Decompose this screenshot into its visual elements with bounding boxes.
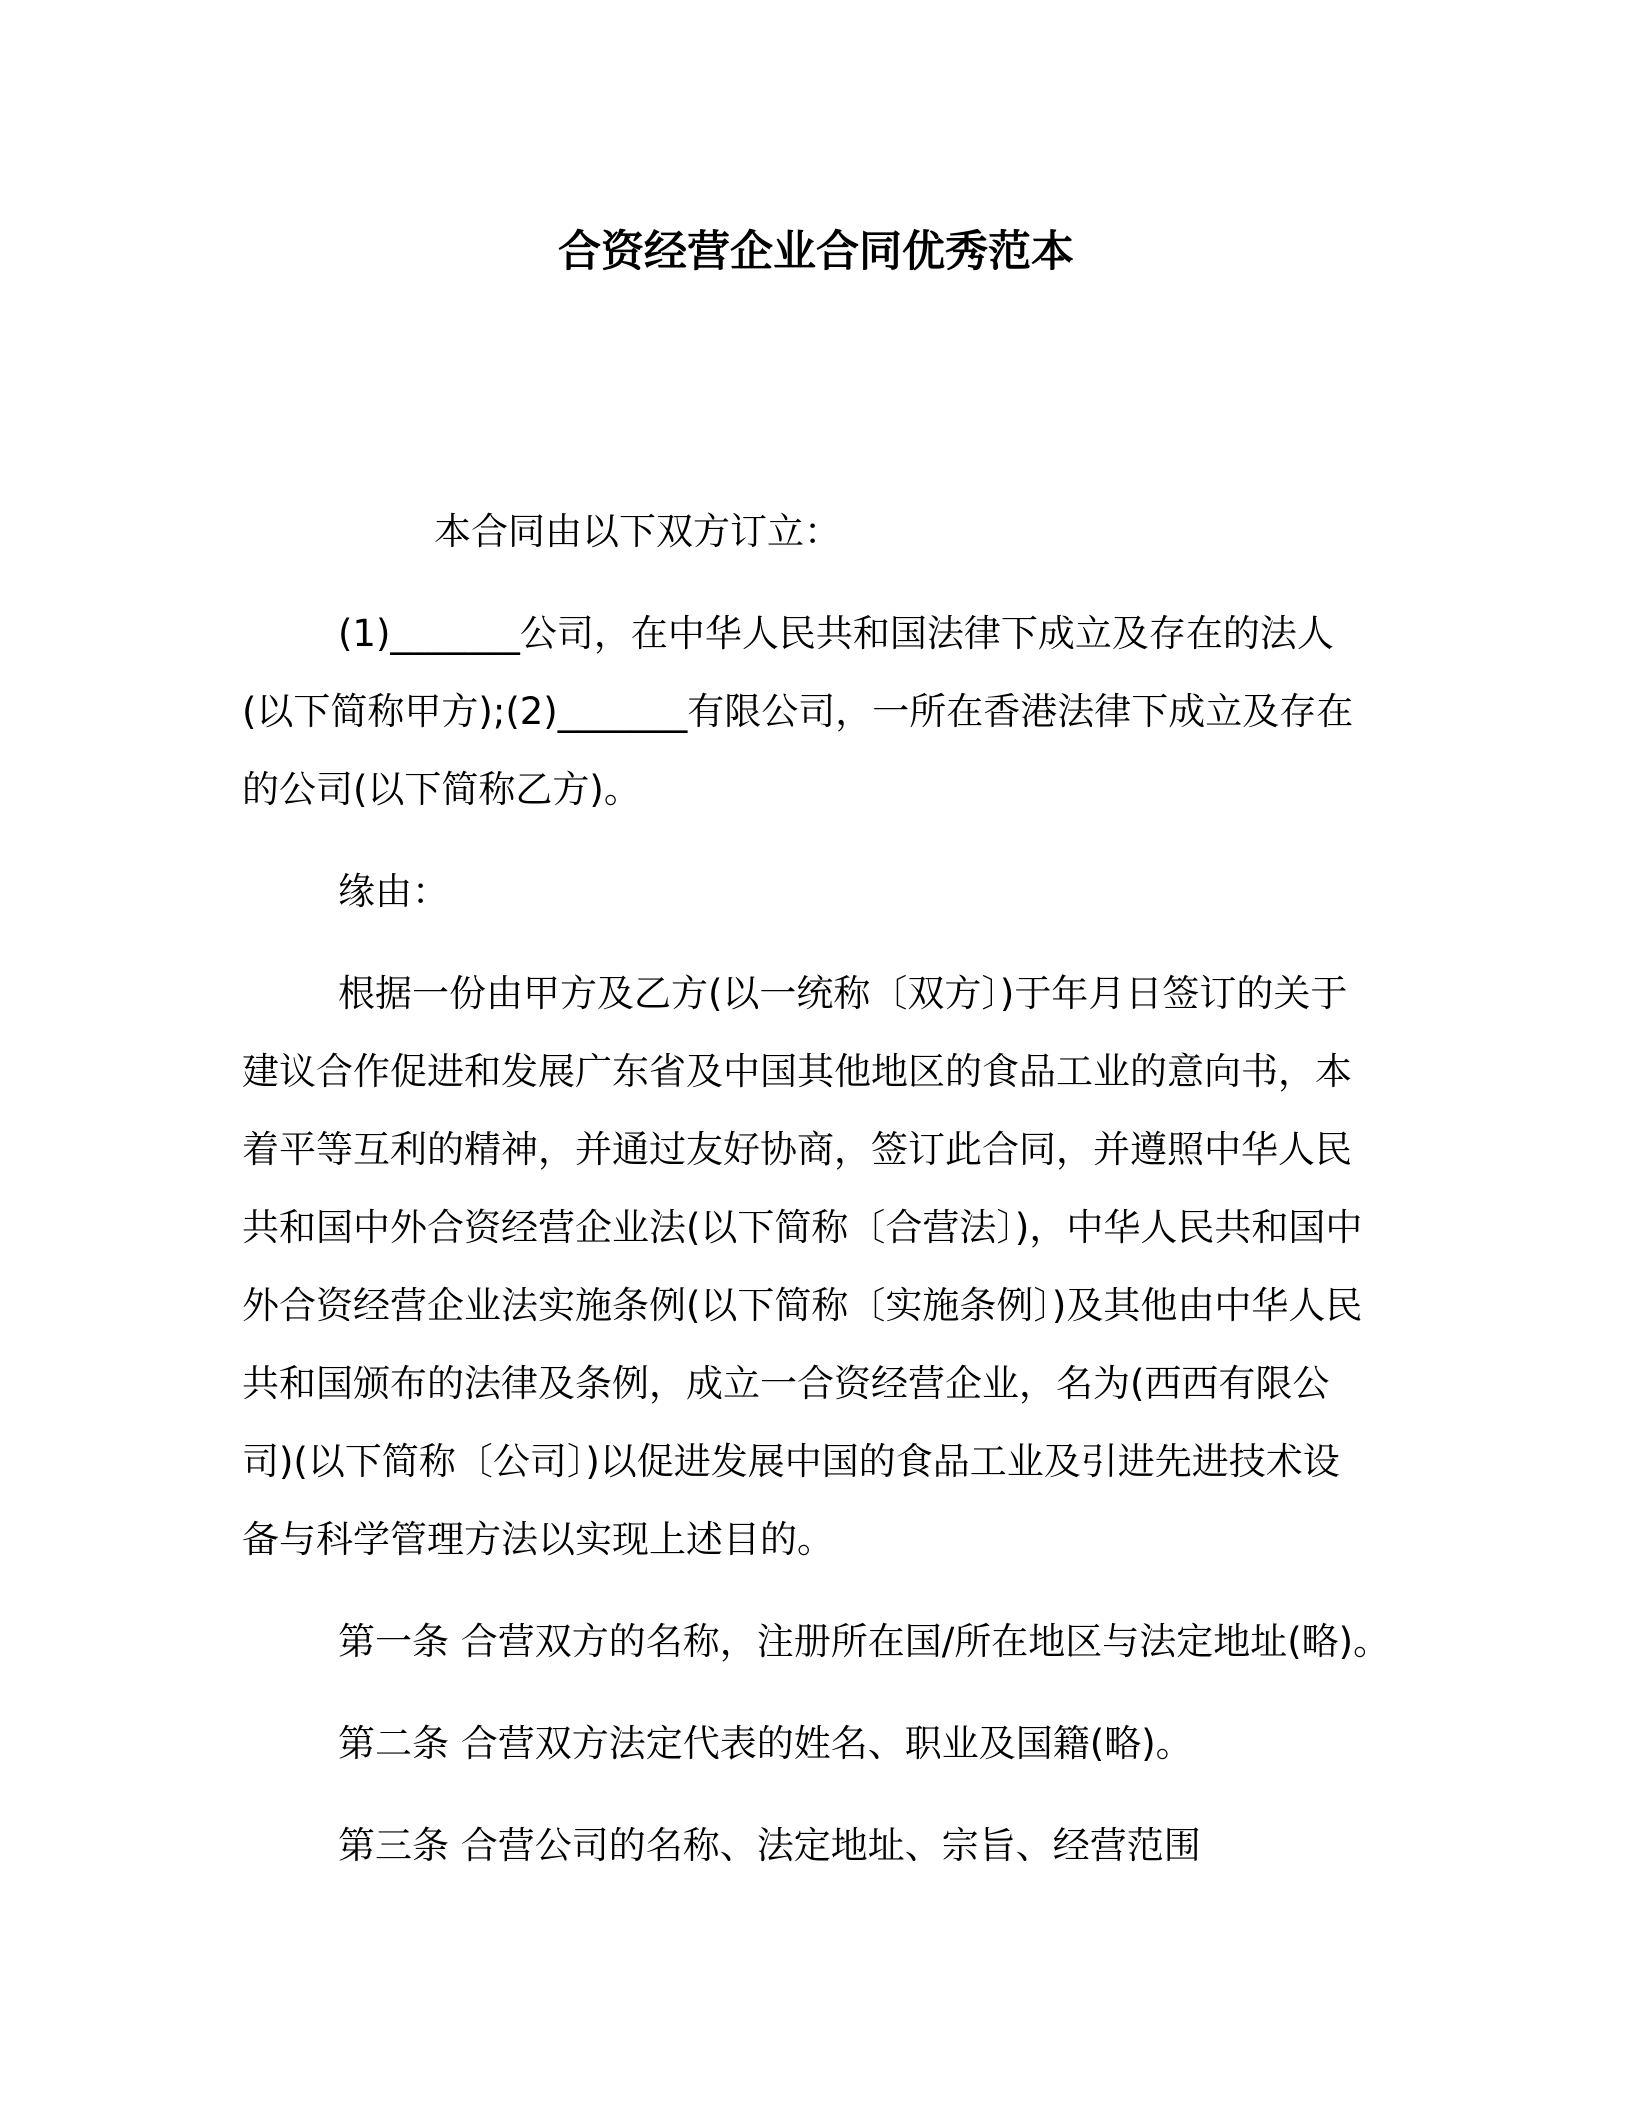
article-2 [242,1705,1392,1783]
article-3 [242,1807,1392,1885]
paragraph-line: (1)_______公司，在中华人民共和国法律下成立及存在的法人 [338,612,1334,655]
paragraph-line: 建议合作促进和发展广东省及中国其他地区的食品工业的意向书，本 [242,1050,1352,1093]
paragraph-line: 共和国颁布的法律及条例，成立一合资经营企业，名为(西西有限公 [242,1362,1330,1405]
paragraph-parties [242,595,1392,829]
document-title: 合资经营企业合同优秀范本 [558,227,1074,277]
paragraph-line: 本合同由以下双方订立： [434,510,841,553]
paragraph-line: 外合资经营企业法实施条例(以下简称〔实施条例〕)及其他由中华人民 [242,1284,1363,1327]
paragraph-line: 第一条 合营双方的名称，注册所在国/所在地区与法定地址(略)。 [338,1620,1391,1663]
paragraph-line: 根据一份由甲方及乙方(以一统称〔双方〕)于年月日签订的关于 [338,972,1348,1015]
paragraph-line: (以下简称甲方);(2)_______有限公司，一所在香港法律下成立及存在 [242,690,1354,733]
paragraph-line: 的公司(以下简称乙方)。 [242,768,641,811]
paragraph-line: 备与科学管理方法以实现上述目的。 [242,1518,834,1561]
paragraph-line: 第三条 合营公司的名称、法定地址、宗旨、经营范围 [338,1824,1201,1867]
paragraph-line: 第二条 合营双方法定代表的姓名、职业及国籍(略)。 [338,1722,1193,1765]
paragraph-line: 着平等互利的精神，并通过友好协商，签订此合同，并遵照中华人民 [242,1128,1352,1171]
paragraph-line: 缘由： [338,870,449,913]
article-1 [242,1603,1392,1681]
document-body [242,493,1392,1909]
paragraph-line: 司)(以下简称〔公司〕)以促进发展中国的食品工业及引进先进技术设 [242,1440,1340,1483]
paragraph-recitals-heading [242,853,1392,931]
paragraph-line: 共和国中外合资经营企业法(以下简称〔合营法〕)，中华人民共和国中 [242,1206,1363,1249]
paragraph-parties-intro [242,493,1392,571]
paragraph-recitals [242,955,1392,1579]
